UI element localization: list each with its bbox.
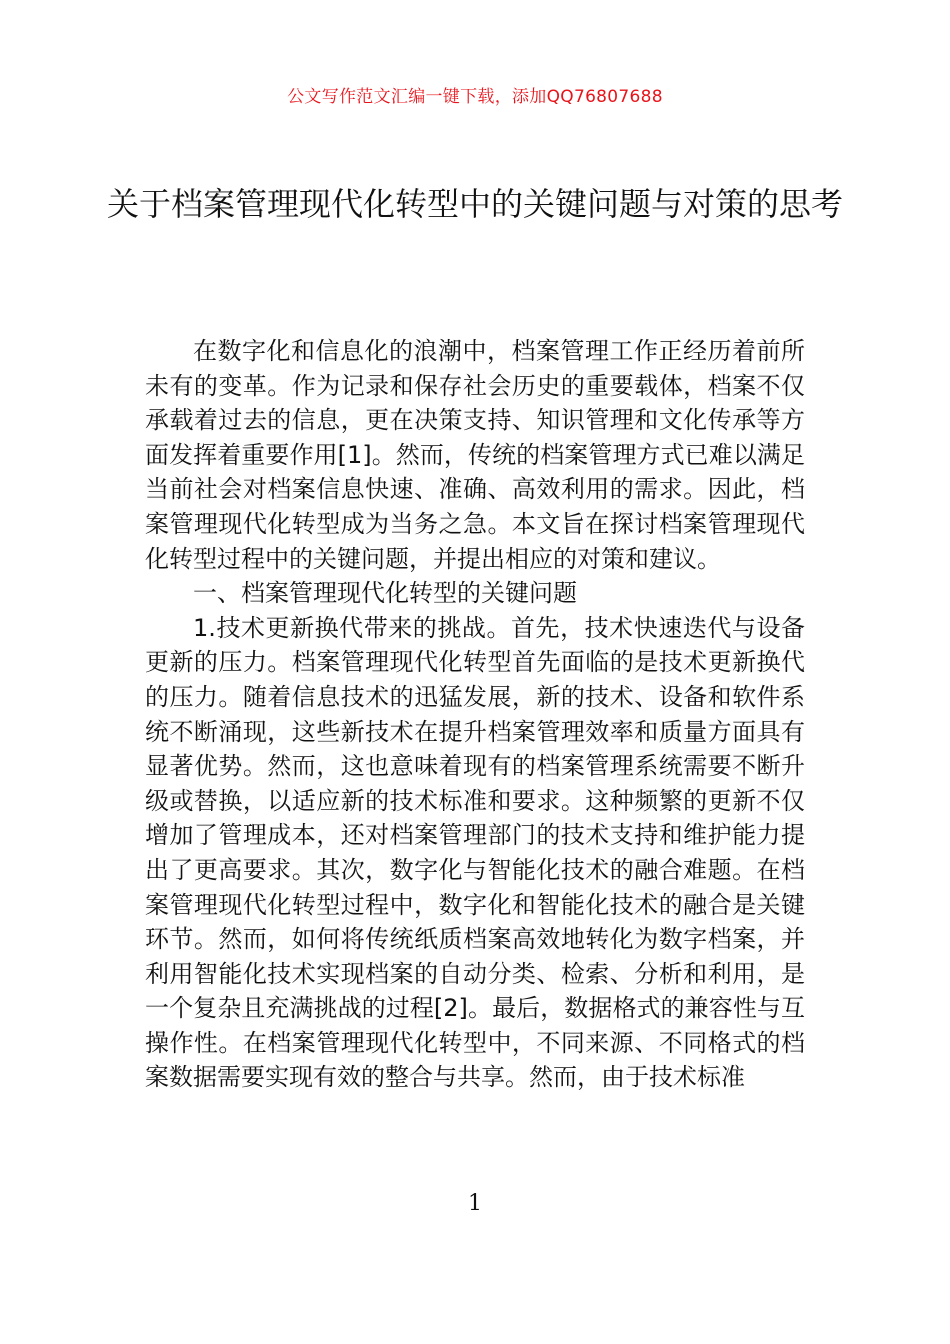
body-paragraph: 1.技术更新换代带来的挑战。首先，技术快速迭代与设备更新的压力。档案管理现代化转型首先面临的是技术更新换代的压力。随着信息技术的迅猛发展，新的技术、设备和软件系统不断涌现，这些新技术在提升档案管理效率和质量方面具有显著优势。然而，这也意味着现有的档案管理系统需要不断升级或替换，以适应新的技术标准和要求。这种频繁的更新不仅增加了管理成本，还对档案管理部门的技术支持和维护能力提出了更高要求。其次，数字化与智能化技术的融合难题。在档案管理现代化转型过程中，数字化和智能化技术的融合是关键环节。然而，如何将传统纸质档案高效地转化为数字档案，并利用智能化技术实现档案的自动分类、检索、分析和利用，是一个复杂且充满挑战的过程[2]。最后，数据格式的兼容性与互操作性。在档案管理现代化转型中，不同来源、不同格式的档案数据需要实现有效的整合与共享。然而，由于技术标准 bbox=[145, 613, 805, 1092]
document-body bbox=[145, 334, 805, 1095]
intro-paragraph: 在数字化和信息化的浪潮中，档案管理工作正经历着前所未有的变革。作为记录和保存社会历史的重要载体，档案不仅承载着过去的信息，更在决策支持、知识管理和文化传承等方面发挥着重要作用[1]。然而，传统的档案管理方式已难以满足当前社会对档案信息快速、准确、高效利用的需求。因此，档案管理现代化转型成为当务之急。本文旨在探讨档案管理现代化转型过程中的关键问题，并提出相应的对策和建议。 bbox=[145, 337, 805, 573]
section-heading: 一、档案管理现代化转型的关键问题 bbox=[193, 579, 577, 608]
page-number: 1 bbox=[468, 1191, 482, 1216]
promo-banner: 公文写作范文汇编一键下载，添加QQ76807688 bbox=[287, 87, 663, 107]
document-title: 关于档案管理现代化转型中的关键问题与对策的思考 bbox=[106, 185, 843, 223]
